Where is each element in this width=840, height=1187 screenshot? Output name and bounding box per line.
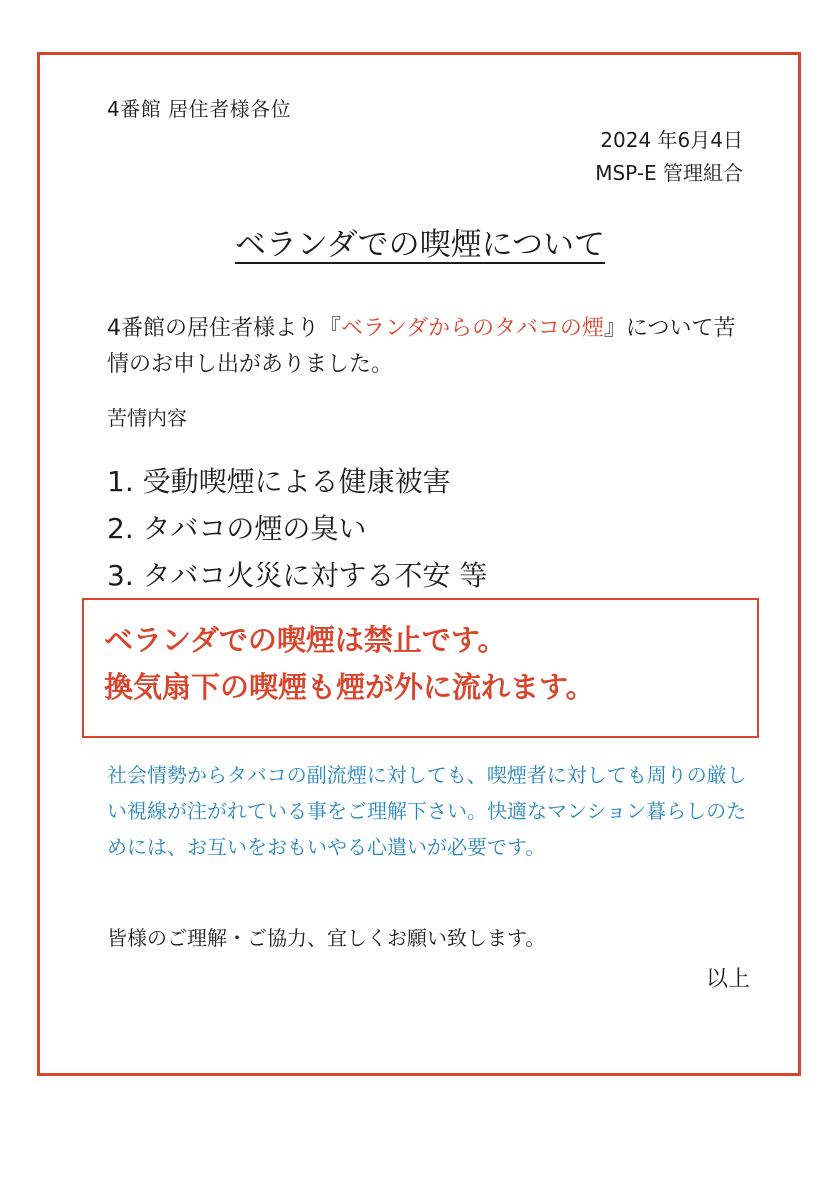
- list-item: 3. タバコ火災に対する不安 等: [107, 559, 488, 592]
- prohibition-notice-box: [82, 598, 759, 738]
- complaints-list: [107, 458, 487, 599]
- intro-paragraph: [107, 311, 757, 383]
- prohibition-line-2: 換気扇下の喫煙も煙が外に流れます。: [104, 670, 595, 704]
- issue-date: 2024 年6月4日: [600, 128, 743, 152]
- addressee: 4番館 居住者様各位: [107, 97, 292, 121]
- prohibition-line-1: ベランダでの喫煙は禁止です。: [104, 623, 507, 657]
- notice-title: ベランダでの喫煙について: [234, 227, 606, 263]
- intro-after: 』について苦情のお申し出がありました。: [107, 316, 736, 377]
- intro-before: 4番館の居住者様より『: [107, 316, 341, 341]
- info-paragraph: 社会情勢からタバコの副流煙に対しても、喫煙者に対しても周りの厳しい視線が注がれている事をご理解下さい。快適なマンション暮らしのためには、お互いをおもいやる心遣いが必要です。: [107, 763, 747, 859]
- notice-title-wrap: [0, 225, 840, 265]
- issuer: MSP-E 管理組合: [595, 161, 743, 185]
- complaints-heading: 苦情内容: [107, 406, 187, 430]
- intro-highlight: ベランダからのタバコの煙: [341, 316, 604, 341]
- list-item: 2. タバコの煙の臭い: [107, 512, 367, 545]
- end-mark: 以上: [705, 967, 750, 992]
- list-item: 1. 受動喫煙による健康被害: [107, 465, 451, 498]
- closing-remark: 皆様のご理解・ご協力、宜しくお願い致します。: [107, 926, 546, 950]
